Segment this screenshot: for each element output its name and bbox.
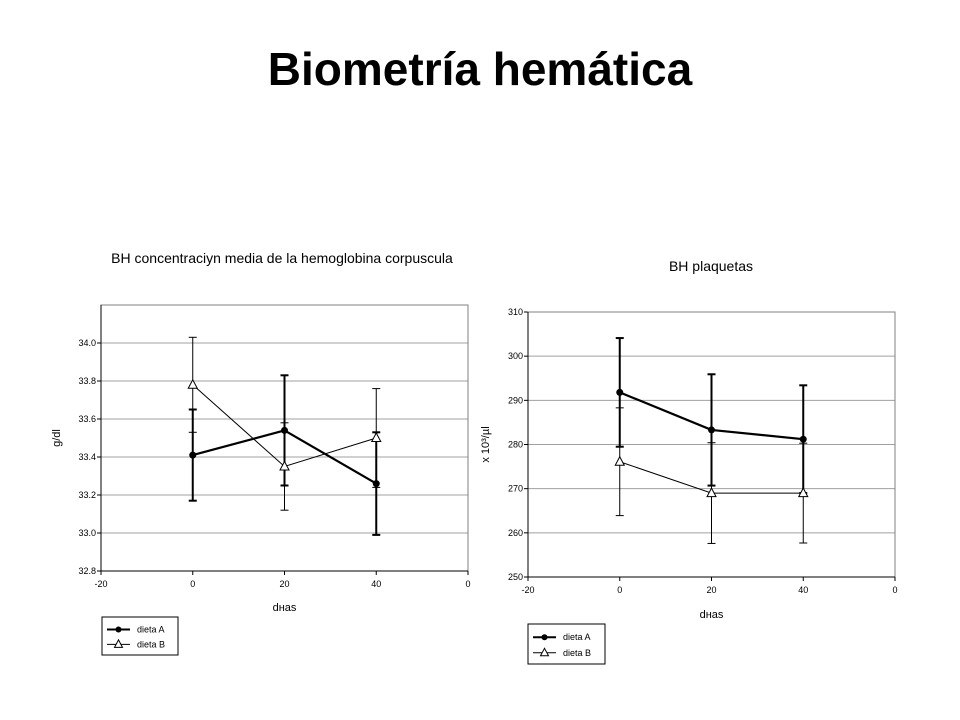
x-tick-label: 40 (798, 585, 809, 595)
legend-label: dieta B (563, 647, 592, 658)
x-tick-label: 0 (465, 579, 471, 589)
y-tick-label: 33.0 (78, 528, 96, 538)
y-tick-label: 33.8 (78, 376, 96, 386)
data-point (616, 389, 623, 396)
data-point (708, 426, 715, 433)
legend-label: dieta B (137, 639, 166, 650)
chart-title: BH plaquetas (668, 258, 754, 274)
y-tick-label: 280 (507, 439, 523, 450)
data-point (615, 457, 624, 466)
legend-label: dieta A (563, 632, 591, 643)
x-tick-label: 20 (279, 579, 290, 589)
legend-label: dieta A (137, 624, 165, 635)
y-axis-label: x 10³/µl (480, 426, 492, 463)
x-tick-label: -20 (521, 585, 535, 595)
y-axis-label: g/dl (51, 429, 63, 447)
legend-marker (542, 634, 548, 640)
x-tick-label: 0 (190, 579, 196, 589)
y-tick-label: 33.2 (78, 490, 96, 500)
y-tick-label: 33.6 (78, 414, 96, 424)
y-tick-label: 290 (507, 395, 523, 406)
y-tick-label: 33.4 (78, 452, 96, 462)
x-tick-label: 0 (892, 585, 898, 595)
y-tick-label: 270 (507, 483, 523, 494)
y-tick-label: 310 (507, 307, 523, 317)
data-point (800, 436, 807, 443)
x-tick-label: 20 (706, 585, 717, 595)
legend (528, 624, 605, 664)
x-axis-label: dнas (699, 609, 724, 621)
x-tick-label: -20 (94, 579, 108, 589)
y-tick-label: 250 (507, 572, 523, 582)
y-tick-label: 32.8 (78, 566, 96, 576)
y-tick-label: 34.0 (78, 338, 96, 348)
slide-title: Biometría hemática (267, 43, 693, 95)
y-tick-label: 300 (507, 351, 523, 362)
y-tick-label: 260 (507, 527, 523, 538)
chart-title: BH concentraciyn media de la hemoglobina corpuscula (111, 250, 453, 266)
x-tick-label: 40 (371, 579, 382, 589)
x-tick-label: 0 (617, 585, 623, 595)
x-axis-label: dнas (272, 602, 297, 614)
